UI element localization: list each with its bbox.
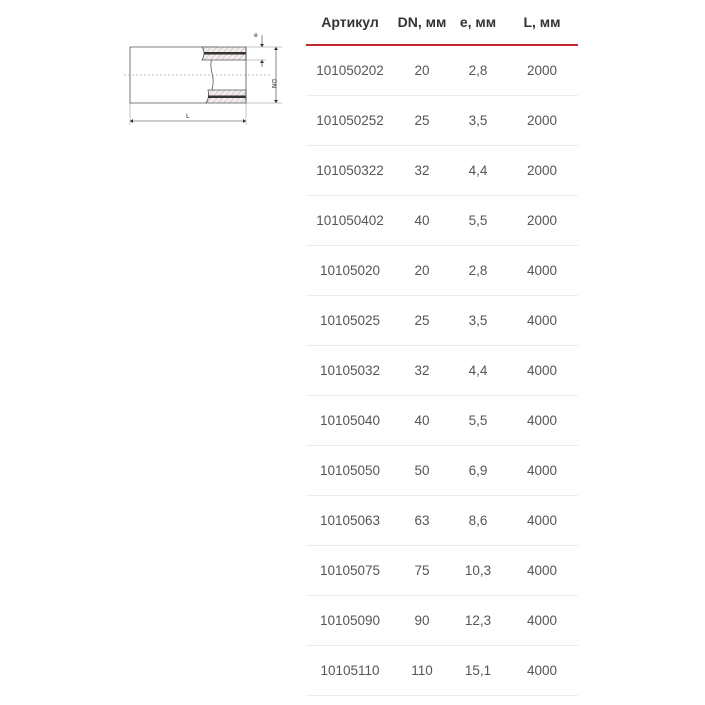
cell-dn: 110: [394, 646, 450, 696]
header-article: Артикул: [306, 0, 394, 45]
cell-article: 10105025: [306, 296, 394, 346]
cell-e: 3,5: [450, 296, 506, 346]
cell-article: 10105063: [306, 496, 394, 546]
header-e: e, мм: [450, 0, 506, 45]
cell-article: 10105075: [306, 546, 394, 596]
cell-dn: 75: [394, 546, 450, 596]
cell-e: 5,5: [450, 396, 506, 446]
cell-e: 12,3: [450, 596, 506, 646]
cell-l: 4000: [506, 546, 578, 596]
pipe-bottom-layer: [208, 96, 246, 99]
cell-l: 4000: [506, 346, 578, 396]
cell-dn: 50: [394, 446, 450, 496]
cell-dn: 32: [394, 346, 450, 396]
cell-l: 4000: [506, 246, 578, 296]
cell-l: 2000: [506, 96, 578, 146]
cell-dn: 90: [394, 596, 450, 646]
table-row: [306, 396, 578, 446]
table-row: [306, 646, 578, 696]
cell-l: 4000: [506, 646, 578, 696]
cell-l: 4000: [506, 396, 578, 446]
cell-l: 2000: [506, 196, 578, 246]
pipe-section-drawing: [120, 25, 290, 135]
cell-dn: 20: [394, 246, 450, 296]
cell-l: 4000: [506, 446, 578, 496]
cell-l: 2000: [506, 45, 578, 96]
cell-article: 101050402: [306, 196, 394, 246]
table-header-row: [306, 0, 578, 45]
table-row: [306, 446, 578, 496]
pipe-top-layer: [204, 52, 246, 55]
wall-thickness-label: e: [254, 32, 258, 39]
diameter-label: DN: [270, 79, 277, 89]
cell-e: 2,8: [450, 45, 506, 96]
table-row: [306, 546, 578, 596]
cell-e: 2,8: [450, 246, 506, 296]
table-row: [306, 96, 578, 146]
pipe-drawing-svg: [120, 25, 290, 135]
header-l: L, мм: [506, 0, 578, 45]
cell-article: 10105090: [306, 596, 394, 646]
cell-article: 10105110: [306, 646, 394, 696]
table-row: [306, 196, 578, 246]
table-row: [306, 296, 578, 346]
cell-article: 10105032: [306, 346, 394, 396]
cell-e: 5,5: [450, 196, 506, 246]
cell-e: 8,6: [450, 496, 506, 546]
table-row: [306, 596, 578, 646]
cell-l: 4000: [506, 596, 578, 646]
table-row: [306, 346, 578, 396]
length-label: L: [186, 113, 190, 120]
table-row: [306, 246, 578, 296]
cell-article: 10105050: [306, 446, 394, 496]
cell-article: 101050202: [306, 45, 394, 96]
cell-e: 4,4: [450, 146, 506, 196]
cell-e: 10,3: [450, 546, 506, 596]
cell-l: 4000: [506, 496, 578, 546]
cell-dn: 40: [394, 196, 450, 246]
cell-article: 10105040: [306, 396, 394, 446]
header-dn: DN, мм: [394, 0, 450, 45]
cell-dn: 25: [394, 296, 450, 346]
cell-article: 101050252: [306, 96, 394, 146]
cell-dn: 40: [394, 396, 450, 446]
cell-dn: 20: [394, 45, 450, 96]
cell-article: 101050322: [306, 146, 394, 196]
cell-dn: 32: [394, 146, 450, 196]
cell-e: 4,4: [450, 346, 506, 396]
cell-dn: 25: [394, 96, 450, 146]
table-row: [306, 146, 578, 196]
table-row: [306, 45, 578, 96]
cell-l: 2000: [506, 146, 578, 196]
cell-e: 15,1: [450, 646, 506, 696]
cell-article: 10105020: [306, 246, 394, 296]
table-row: [306, 496, 578, 546]
cell-e: 3,5: [450, 96, 506, 146]
cell-l: 4000: [506, 296, 578, 346]
cell-e: 6,9: [450, 446, 506, 496]
cell-dn: 63: [394, 496, 450, 546]
specification-table: [306, 0, 578, 696]
